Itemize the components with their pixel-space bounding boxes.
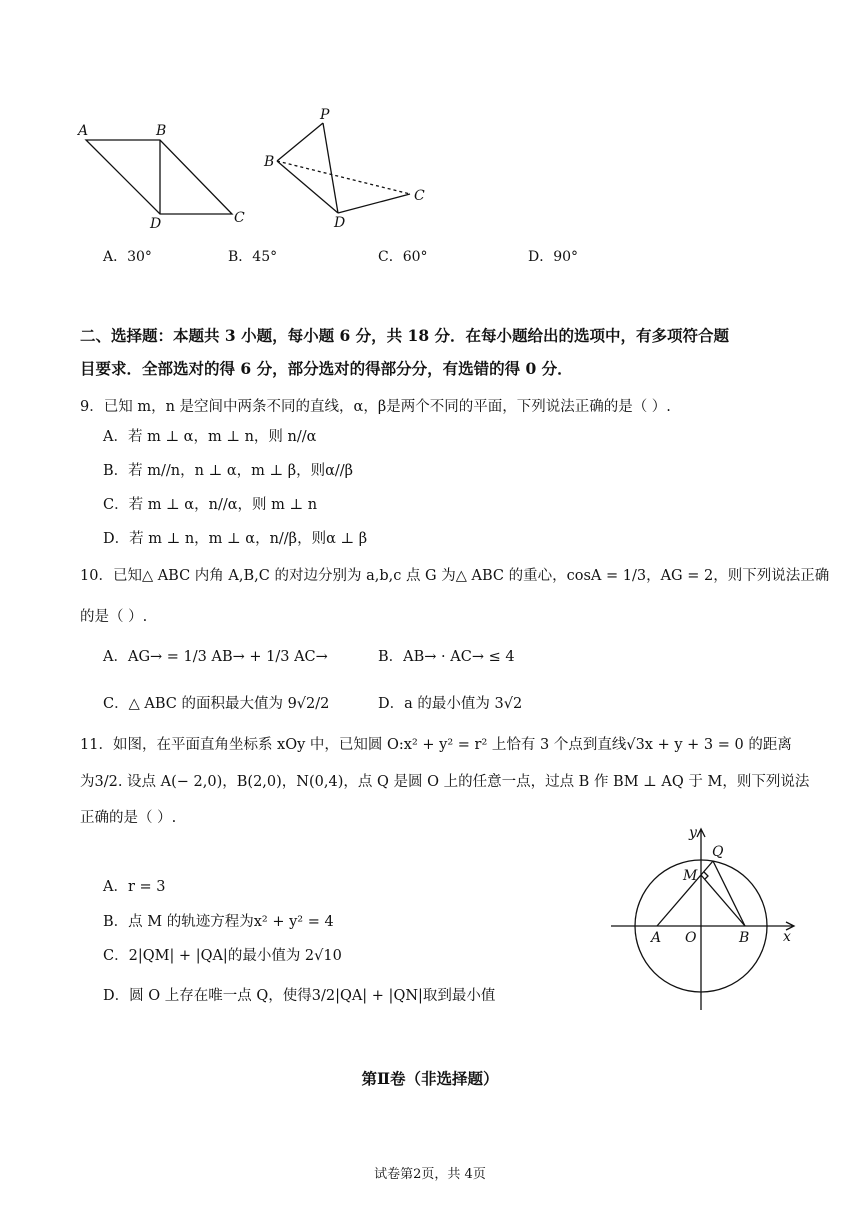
right-angle-mark (704, 872, 708, 879)
q11-option-b: B．点 M 的轨迹方程为x² + y² = 4 (103, 914, 334, 930)
fig3-label-y: y (689, 825, 697, 841)
q11-option-c: C．2|QM| + |QA|的最小值为 2√10 (103, 948, 342, 964)
fig3-label-o: O (685, 930, 697, 946)
edge-dc (338, 194, 410, 213)
q10-stem-line1: 10．已知△ ABC 内角 A,B,C 的对边分别为 a,b,c 点 G 为△ ABC 的重心，cosA = 1/3，AG = 2，则下列说法正确 (80, 568, 830, 584)
section2-heading-line2: 目要求．全部选对的得 6 分，部分选对的得部分分，有选错的得 0 分． (80, 359, 573, 378)
q9-option-c: C．若 m ⊥ α，n//α，则 m ⊥ n (103, 497, 318, 513)
figure-folded (258, 105, 438, 235)
parallelogram-shape (86, 140, 232, 214)
q11-option-d: D．圆 O 上存在唯一点 Q，使得3/2|QA| + |QN|取到最小值 (103, 988, 496, 1004)
q10-option-a: A．AG→ = 1/3 AB→ + 1/3 AC→ (103, 649, 328, 665)
section2-heading-line1: 二、选择题：本题共 3 小题，每小题 6 分，共 18 分．在每小题给出的选项中，有多项符合题 (80, 326, 730, 345)
fig1-label-c: C (234, 210, 245, 226)
q9-option-a: A．若 m ⊥ α，m ⊥ n，则 n//α (103, 429, 317, 445)
q8-option-c: C．60° (378, 249, 428, 265)
fig3-label-q: Q (712, 844, 724, 860)
q10-option-c: C．△ ABC 的面积最大值为 9√2/2 (103, 696, 330, 712)
fig3-label-b: B (739, 930, 750, 946)
q11-stem-line2: 为3/2. 设点 A(− 2,0)，B(2,0)，N(0,4)，点 Q 是圆 O 上的任意一点，过点 B 作 BM ⊥ AQ 于 M，则下列说法 (80, 774, 810, 790)
fig3-label-a: A (651, 930, 662, 946)
q8-option-d: D．90° (528, 249, 579, 265)
fig1-label-d: D (150, 216, 162, 232)
q8-option-b: B．45° (228, 249, 278, 265)
q11-stem-line1: 11．如图，在平面直角坐标系 xOy 中，已知圆 O:x² + y² = r² 上恰有 3 个点到直线√3x + y + 3 = 0 的距离 (80, 737, 792, 753)
fig1-label-b: B (156, 123, 167, 139)
q9-stem: 9．已知 m，n 是空间中两条不同的直线，α，β是两个不同的平面，下列说法正确的是（ ）. (80, 399, 671, 415)
edge-bp (277, 123, 323, 161)
fig3-label-m: M (683, 868, 698, 884)
fig2-label-c: C (414, 188, 425, 204)
q10-stem-line2: 的是（ ）. (80, 609, 148, 625)
q9-option-d: D．若 m ⊥ n，m ⊥ α，n//β，则α ⊥ β (103, 531, 368, 547)
edge-pd (323, 123, 338, 213)
q9-option-b: B．若 m//n，n ⊥ α，m ⊥ β，则α//β (103, 463, 354, 479)
fig2-label-b: B (264, 154, 275, 170)
figure-circle-coordinate (605, 820, 805, 1015)
fig3-label-x: x (783, 929, 791, 945)
part2-title: 第Ⅱ卷（非选择题） (361, 1069, 499, 1088)
q10-option-b: B．AB→ · AC→ ≤ 4 (378, 649, 515, 665)
page-footer: 试卷第2页，共 4页 (374, 1167, 486, 1182)
q11-option-a: A．r = 3 (103, 879, 166, 895)
fig2-label-p: P (320, 107, 330, 123)
q10-option-d: D．a 的最小值为 3√2 (378, 696, 523, 712)
q8-option-a: A．30° (103, 249, 152, 265)
figure-parallelogram (70, 115, 260, 235)
fig1-label-a: A (78, 123, 89, 139)
q11-stem-line3: 正确的是（ ）. (80, 810, 177, 826)
fig2-label-d: D (334, 215, 346, 231)
